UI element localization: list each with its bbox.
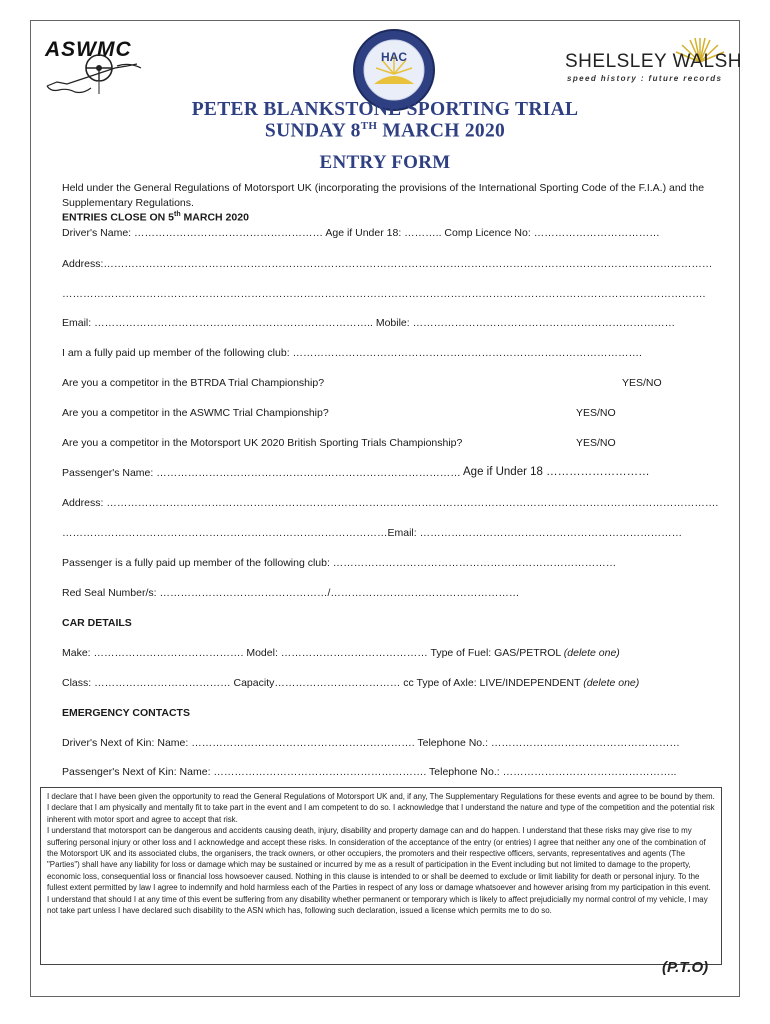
car-details-heading: CAR DETAILS — [62, 617, 132, 629]
disclaimer-paragraph: I understand that motorsport can be dangerous and accidents causing death, injury, disability and property damage can and do happen. I understand that these risks may give rise to my suffering personal injury or other loss and I acknowledge and accept these risks. In consideration of the acceptance of the entry (or entries) I agree that neither any one of the combination of the Motorsport UK and its associated clubs, the organisers, the track owners, or other occupiers, the promoters and their respective officers, servants, representatives and agents (The "Parties") shall have any liability for loss or damage which may be sustained or incurred by me as a result of participation in the Event including but not limited to damage to the property, economic loss, consequential loss or financial loss howsoever caused. Nothing in this clause is intended to or shall be deemed to exclude or limit liability for death or personal injury. To the fullest extent permitted by law I agree to indemnify and hold harmless each of the Parties in respect of any loss or damage whatsoever and however arising from my participation in this event. — [47, 826, 711, 893]
disclaimer-paragraph: I declare that I have been given the opportunity to read the General Regulations of Motorsport UK and, if any, The Supplementary Regulations for these events and agree to be bound by them. I declare that I am physically and mentally fit to take part in the event and I am competent to do so. I acknowledge that I understand the nature and type of the competition and the potential risk inherent with motor sport and agree to accept that risk. — [47, 792, 715, 824]
passenger-club-field[interactable]: Passenger is a fully paid up member of the following club: ……………………………………………………………………… — [62, 557, 617, 569]
class-capacity-axle-field[interactable]: Class: ………………………………… Capacity……………………………… cc Type of Axle: LIVE/INDEPENDENT (delete one) — [62, 677, 640, 689]
driver-next-of-kin-field[interactable]: Driver's Next of Kin: Name: ………………………………………………………. Telephone No.: ……………………………………………… — [62, 737, 680, 749]
passenger-email-field[interactable]: …………………………………………………………………………………Email: ………………………………………………………………… — [62, 527, 683, 539]
hac-logo-text: HAC — [381, 50, 407, 64]
shelsley-walsh-name: SHELSLEY WALSH — [565, 51, 743, 72]
driver-address-field[interactable]: Address:………………………………………………………………………………………………………………………………………………………… — [62, 258, 713, 270]
btrda-question: Are you a competitor in the BTRDA Trial Championship? — [62, 377, 325, 389]
held-under-text: Held under the General Regulations of Motorsport UK (incorporating the provisions of the International Sporting Code of the F.I.A.) and the Supplementary Regulations. — [62, 182, 705, 209]
btrda-answer[interactable]: YES/NO — [622, 377, 662, 389]
aswmc-question: Are you a competitor in the ASWMC Trial Championship? — [62, 407, 329, 419]
fuel-delete-note: (delete one) — [563, 647, 620, 659]
club-membership-field[interactable]: I am a fully paid up member of the following club: ………………………………………………………………………………………. — [62, 347, 642, 359]
red-seal-field[interactable]: Red Seal Number/s: …………………………………………/……………………………………………… — [62, 587, 520, 599]
driver-address-line2-field[interactable]: …………………………………………………………………………………………………………………………………………………………………. — [62, 288, 706, 300]
event-title: PETER BLANKSTONE SPORTING TRIAL — [191, 99, 579, 120]
passenger-next-of-kin-field[interactable]: Passenger's Next of Kin: Name: ……………………………………………………. Telephone No.: ………………………………………….. — [62, 766, 677, 778]
make-model-fuel-field[interactable]: Make: ……………………………………. Model: …………………………………… Type of Fuel: GAS/PETROL (delete one) — [62, 647, 620, 659]
pto-label: (P.T.O) — [662, 959, 709, 976]
shelsley-walsh-tagline: speed history : future records — [567, 74, 723, 83]
aswmc-logo — [45, 38, 155, 98]
shelsley-walsh-logo — [565, 36, 743, 86]
driver-details-field[interactable]: Driver's Name: ……………………………………………… Age if Under 18: ……….. Comp Licence No: ……………………………… — [62, 227, 660, 239]
passenger-name-field[interactable]: Passenger's Name: …………………………………………………………………………… — [62, 467, 461, 479]
passenger-address-field[interactable]: Address: …………………………………………………………………………………………………………………………………………………………. — [62, 497, 719, 509]
passenger-age-field[interactable]: Age if Under 18 ……………………… — [463, 466, 650, 478]
axle-delete-note: (delete one) — [583, 677, 640, 689]
british-championship-answer[interactable]: YES/NO — [576, 437, 616, 449]
disclaimer-box — [40, 787, 722, 965]
aswmc-logo-text: ASWMC — [45, 38, 132, 61]
british-championship-question: Are you a competitor in the Motorsport UK 2020 British Sporting Trials Championship? — [62, 437, 463, 449]
aswmc-answer[interactable]: YES/NO — [576, 407, 616, 419]
email-mobile-field[interactable]: Email: …………………………………………………………………….. Mobile: ………………………………………………………………… — [62, 317, 676, 329]
event-date: SUNDAY 8TH MARCH 2020 — [264, 120, 506, 142]
steering-wheel-map-icon — [45, 38, 155, 98]
entries-close-text: ENTRIES CLOSE ON 5th MARCH 2020 — [62, 211, 249, 224]
form-title: ENTRY FORM — [319, 152, 451, 173]
disclaimer-paragraph: I understand that should I at any time of this event be suffering from any disability whether permanent or temporary which is likely to affect prejudicially my normal control of my vehicle, I may not take part unless I have declared such disability to the ASN which has, following such declaration, issued a license which permits me to do so. — [47, 894, 708, 916]
emergency-contacts-heading: EMERGENCY CONTACTS — [62, 707, 190, 719]
